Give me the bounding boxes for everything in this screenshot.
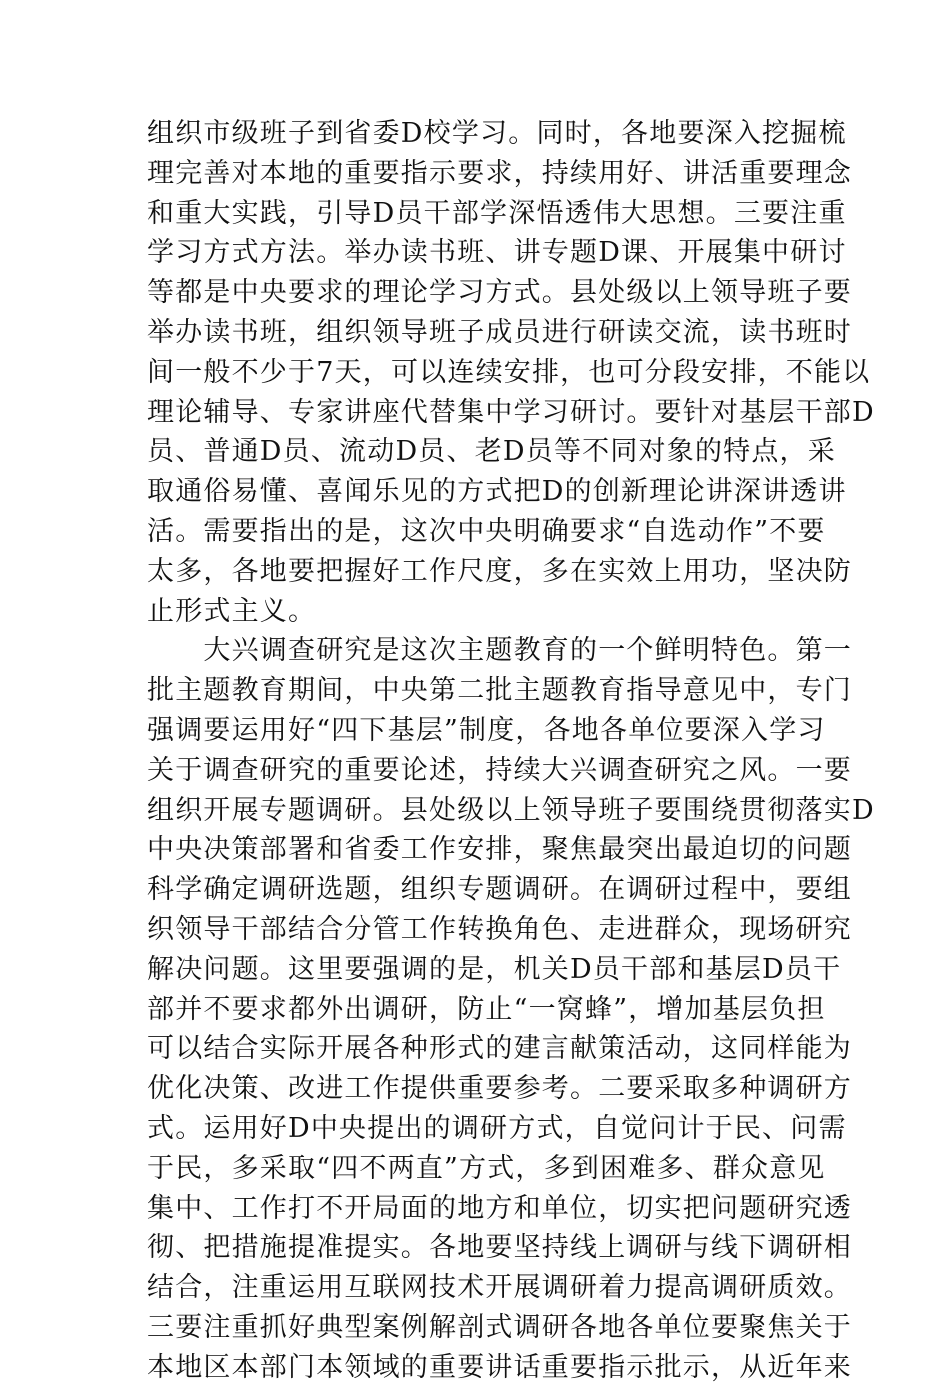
text-line: 可以结合实际开展各种形式的建言献策活动，这同样能为 (147, 1033, 852, 1065)
text-line: 彻、把措施提准提实。各地要坚持线上调研与线下调研相 (147, 1232, 852, 1264)
text-line: 中央决策部署和省委工作安排，聚焦最突出最迫切的问题 (147, 834, 852, 866)
text-line: 集中、工作打不开局面的地方和单位，切实把问题研究透 (147, 1192, 852, 1224)
text-line: 组织开展专题调研。县处级以上领导班子要围绕贯彻落实D (147, 794, 875, 826)
text-line: 和重大实践，引导D员干部学深悟透伟大思想。三要注重 (147, 197, 847, 229)
text-line: 举办读书班，组织领导班子成员进行研读交流，读书班时 (147, 316, 852, 348)
text-line: 部并不要求都外出调研，防止“一窝蜂”，增加基层负担 (147, 993, 826, 1025)
body-text (147, 114, 875, 1388)
text-line: 式。运用好D中央提出的调研方式，自觉问计于民、问需 (147, 1112, 847, 1144)
text-line: 强调要运用好“四下基层”制度，各地各单位要深入学习 (147, 714, 826, 746)
text-line: 关于调查研究的重要论述，持续大兴调查研究之风。一要 (147, 754, 852, 786)
text-line: 止形式主义。 (147, 595, 317, 627)
text-line: 批主题教育期间，中央第二批主题教育指导意见中，专门 (147, 675, 852, 707)
text-line: 间一般不少于7天，可以连续安排，也可分段安排，不能以 (147, 356, 871, 388)
text-line: 取通俗易懂、喜闻乐见的方式把D的创新理论讲深讲透讲 (147, 476, 847, 508)
text-line: 理完善对本地的重要指示要求，持续用好、讲活重要理念 (147, 157, 852, 189)
text-line: 优化决策、改进工作提供重要参考。二要采取多种调研方 (147, 1073, 852, 1105)
text-line: 科学确定调研选题，组织专题调研。在调研过程中，要组 (147, 874, 852, 906)
text-line: 于民，多采取“四不两直”方式，多到困难多、群众意见 (147, 1152, 826, 1184)
text-line: 本地区本部门本领域的重要讲话重要指示批示，从近年来 (147, 1351, 852, 1383)
text-line: 织领导干部结合分管工作转换角色、走进群众，现场研究 (147, 913, 852, 945)
text-line: 太多，各地要把握好工作尺度，多在实效上用功，坚决防 (147, 555, 852, 587)
text-line: 结合，注重运用互联网技术开展调研着力提高调研质效。 (147, 1272, 852, 1304)
text-line: 等都是中央要求的理论学习方式。县处级以上领导班子要 (147, 277, 852, 309)
text-line: 员、普通D员、流动D员、老D员等不同对象的特点，采 (147, 436, 836, 468)
text-line: 解决问题。这里要强调的是，机关D员干部和基层D员干 (147, 953, 842, 985)
text-line: 三要注重抓好典型案例解剖式调研各地各单位要聚焦关于 (147, 1311, 852, 1343)
text-line: 学习方式方法。举办读书班、讲专题D课、开展集中研讨 (147, 237, 847, 269)
text-line: 大兴调查研究是这次主题教育的一个鲜明特色。第一 (147, 635, 852, 667)
text-line: 组织市级班子到省委D校学习。同时，各地要深入挖掘梳 (147, 118, 847, 149)
text-line: 理论辅导、专家讲座代替集中学习研讨。要针对基层干部D (147, 396, 875, 428)
text-line: 活。需要指出的是，这次中央明确要求“自选动作”不要 (147, 515, 826, 547)
